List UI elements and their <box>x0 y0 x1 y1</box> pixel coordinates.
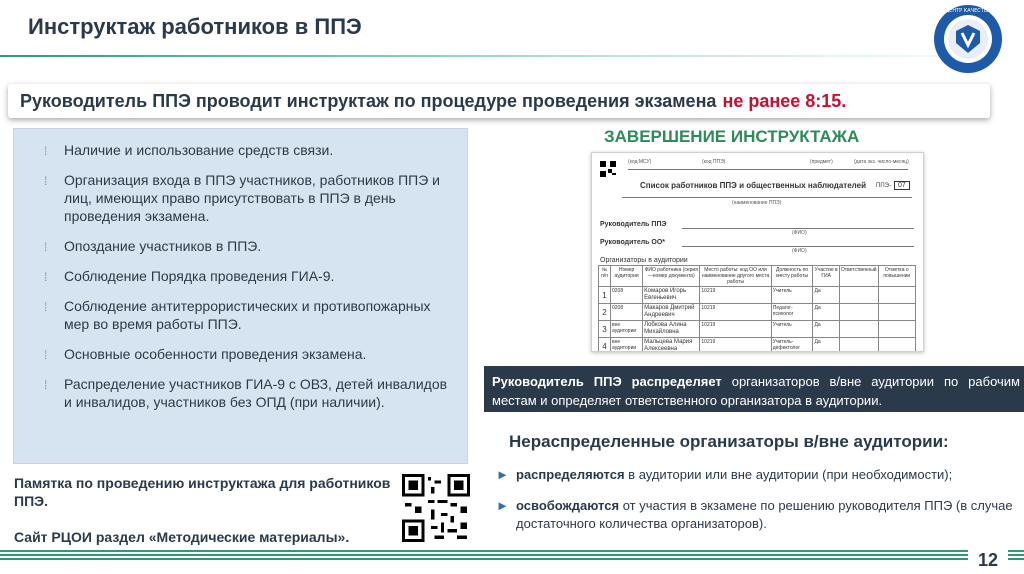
table-row: 2 0208 Макаров Дмитрий Андреевич 10219 Педагог-психолог Да <box>599 304 916 321</box>
list-item: ⁞ Соблюдение антитеррористических и противопожарных мер во время работы ППЭ. <box>44 298 431 332</box>
bullet-icon: ⁞ <box>44 144 48 158</box>
list-item: ⁞ Распределение участников ГИА-9 с ОВЗ, детей инвалидов и инвалидов, участников без ОПД (при наличии). <box>44 376 448 410</box>
unassigned-title: Нераспределенные организаторы в/вне аудитории: <box>509 432 949 451</box>
form-title: Список работников ППЭ и общественных наблюдателей <box>640 181 866 190</box>
list-item: ⁞ Организация входа в ППЭ участников, работников ППЭ и лиц, имеющих право присутствовать в ППЭ в день проведения экзамена. <box>44 172 440 224</box>
memo-block <box>14 474 394 546</box>
list-item: ► распределяются в аудитории или вне аудитории (при необходимости); <box>496 467 953 482</box>
ppe-07-form-image: (код МСУ) (код ППЭ) (предмет) (дата экз. число-месяц) Список работников ППЭ и общественных наблюдателей ППЭ- 07 (наименование ППЭ) Руководитель ППЭ (ФИО) Руководитель ОО* (ФИО) Организаторы в аудитории № п/п Номер аудитории ФИО работника (серия—номер документа) Место работы: код ОО или наименование другого места работы Должность по месту работы Участие в ГИА Ответственный Отметка о повышении 1 0208 Комаров Игорь Евгеньевич 10219 Учитель Да 2 0208 Макаров Дмитрий Андреевич 10219 Педагог-психолог Да 3 вне аудитории Лобкова Алина Михайловна 10219 Учитель Да 4 вне аудитории Мальцева Мария Алексеевна 10219 Учитель-дефектолог Да <box>591 152 924 352</box>
instruction-banner <box>8 84 990 118</box>
table-row: 4 вне аудитории Мальцева Мария Алексеевна 10219 Учитель-дефектолог Да <box>599 338 916 353</box>
banner-text: Руководитель ППЭ проводит инструктаж по процедуре проведения экзамена <box>20 90 717 111</box>
svg-text:ЦЕНТР КАЧЕСТВА: ЦЕНТР КАЧЕСТВА <box>945 8 991 14</box>
organizers-table: № п/п Номер аудитории ФИО работника (серия—номер документа) Место работы: код ОО или наименование другого места работы Должность по месту работы Участие в ГИА Ответственный Отметка о повышении 1 0208 Комаров Игорь Евгеньевич 10219 Учитель Да 2 0208 Макаров Дмитрий Андреевич 10219 Педагог-психолог Да 3 вне аудитории Лобкова Алина Михайловна 10219 Учитель Да 4 вне аудитории Мальцева Мария Алексеевна 10219 Учитель-дефектолог Да <box>598 265 916 352</box>
table-row: 1 0208 Комаров Игорь Евгеньевич 10219 Учитель Да <box>599 287 916 304</box>
page-title: Инструктаж работников в ППЭ <box>28 14 362 39</box>
bullet-icon: ⁞ <box>44 378 48 392</box>
qr-code-icon[interactable] <box>402 474 470 542</box>
bullet-icon: ⁞ <box>44 348 48 362</box>
bullet-icon: ⁞ <box>44 300 48 314</box>
footer-stripes <box>0 550 1024 562</box>
list-item: ⁞ Основные особенности проведения экзамена. <box>44 346 367 362</box>
list-item: ► освобождаются от участия в экзамене по решению руководителя ППЭ (в случае достаточного количества организаторов). <box>496 498 1013 531</box>
banner-highlight: не ранее 8:15. <box>722 90 847 111</box>
topics-panel <box>13 128 468 464</box>
table-row: 3 вне аудитории Лобкова Алина Михайловна 10219 Учитель Да <box>599 321 916 338</box>
arrow-right-icon: ► <box>496 498 509 513</box>
bullet-icon: ⁞ <box>44 240 48 254</box>
bullet-icon: ⁞ <box>44 270 48 284</box>
form-qr-icon <box>600 161 616 177</box>
header <box>0 0 1024 56</box>
quality-center-logo <box>932 3 1004 75</box>
header-divider <box>0 55 1024 57</box>
completion-title: ЗАВЕРШЕНИЕ ИНСТРУКТАЖА <box>604 127 860 146</box>
list-item: ⁞ Опоздание участников в ППЭ. <box>44 238 262 254</box>
list-item: ⁞ Наличие и использование средств связи. <box>44 142 334 158</box>
site-link-text[interactable]: Сайт РЦОИ раздел «Методические материалы». <box>14 529 350 545</box>
bullet-icon: ⁞ <box>44 174 48 188</box>
distribution-note: Руководитель ППЭ распределяет организаторов в/вне аудитории по рабочим местам и определяет ответственного организатора в аудитории. <box>484 366 1024 412</box>
list-item: ⁞ Соблюдение Порядка проведения ГИА-9. <box>44 268 335 284</box>
memo-text: Памятка по проведению инструктажа для работников ППЭ. <box>14 475 391 509</box>
page-number: 12 <box>968 547 1008 574</box>
topics-list <box>44 141 453 411</box>
arrow-right-icon: ► <box>496 467 509 482</box>
